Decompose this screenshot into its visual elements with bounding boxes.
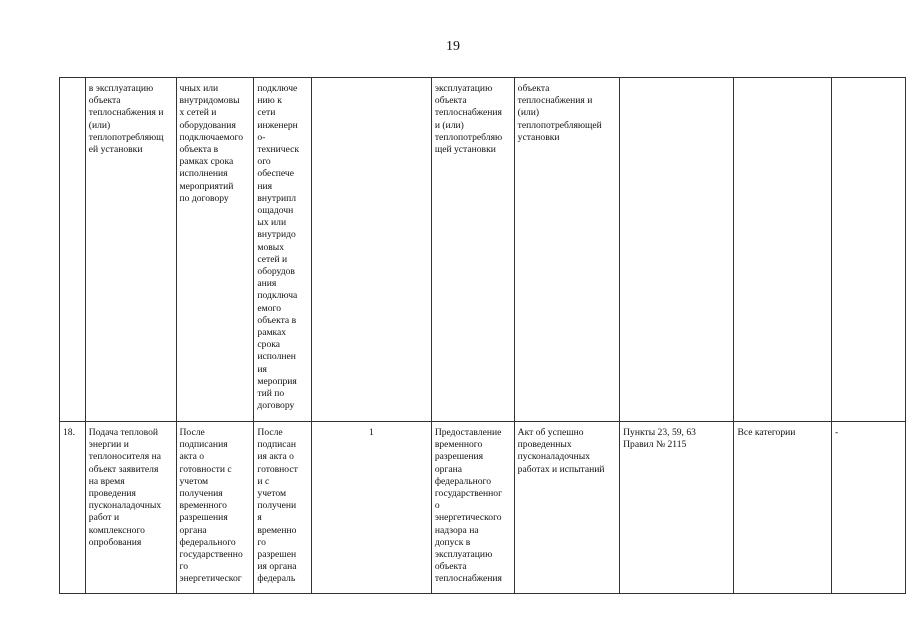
- procedure-cell: Подача тепловой энергии и теплоносителя на объект заявителя на время проведения пусконаладочных работ и комплексного опробования: [85, 422, 176, 594]
- days-cell: [311, 78, 431, 422]
- procedure-cell: в эксплуатацию объекта теплоснабжения и (или) теплопотребляющ ей установки: [85, 78, 176, 422]
- row-number-cell: 18.: [60, 422, 86, 594]
- note-cell: [832, 78, 906, 422]
- row-number-cell: [60, 78, 86, 422]
- legal-basis-cell: [620, 78, 734, 422]
- result-cell: объекта теплоснабжения и (или) теплопотребляющей установки: [514, 78, 619, 422]
- deadline-cell: После подписан ия акта о готовност и с учетом получени я временно го разрешен ия органа федераль: [254, 422, 311, 594]
- conditions-cell: эксплуатацию объекта теплоснабжения и (или) теплопотребляю щей установки: [431, 78, 514, 422]
- category-cell: Все категории: [734, 422, 832, 594]
- result-cell: Акт об успешно проведенных пусконаладочных работах и испытаний: [514, 422, 619, 594]
- conditions-cell: Предоставление временного разрешения органа федерального государственног о энергетического надзора на допуск в эксплуатацию объекта теплоснабжения: [431, 422, 514, 594]
- page-number: 19: [446, 39, 460, 54]
- timing-cell: После подписания акта о готовности с учетом получения временного разрешения органа федерального государственно го энергетическог: [176, 422, 254, 594]
- legal-basis-cell: Пункты 23, 59, 63 Правил № 2115: [620, 422, 734, 594]
- regulation-table: [59, 77, 906, 594]
- days-cell: 1: [311, 422, 431, 594]
- note-cell: -: [832, 422, 906, 594]
- deadline-cell: подключе нию к сети инженерн о- техническ ого обеспече ния внутрипл ощадочн ых или внутридо мовых сетей и оборудов ания подключа емого объекта в рамках срока исполнен ия мероприя тий по договору: [254, 78, 311, 422]
- table-row: [60, 78, 906, 422]
- table-row: [60, 422, 906, 594]
- timing-cell: чных или внутридомовы х сетей и оборудования подключаемого объекта в рамках срока исполнения мероприятий по договору: [176, 78, 254, 422]
- category-cell: [734, 78, 832, 422]
